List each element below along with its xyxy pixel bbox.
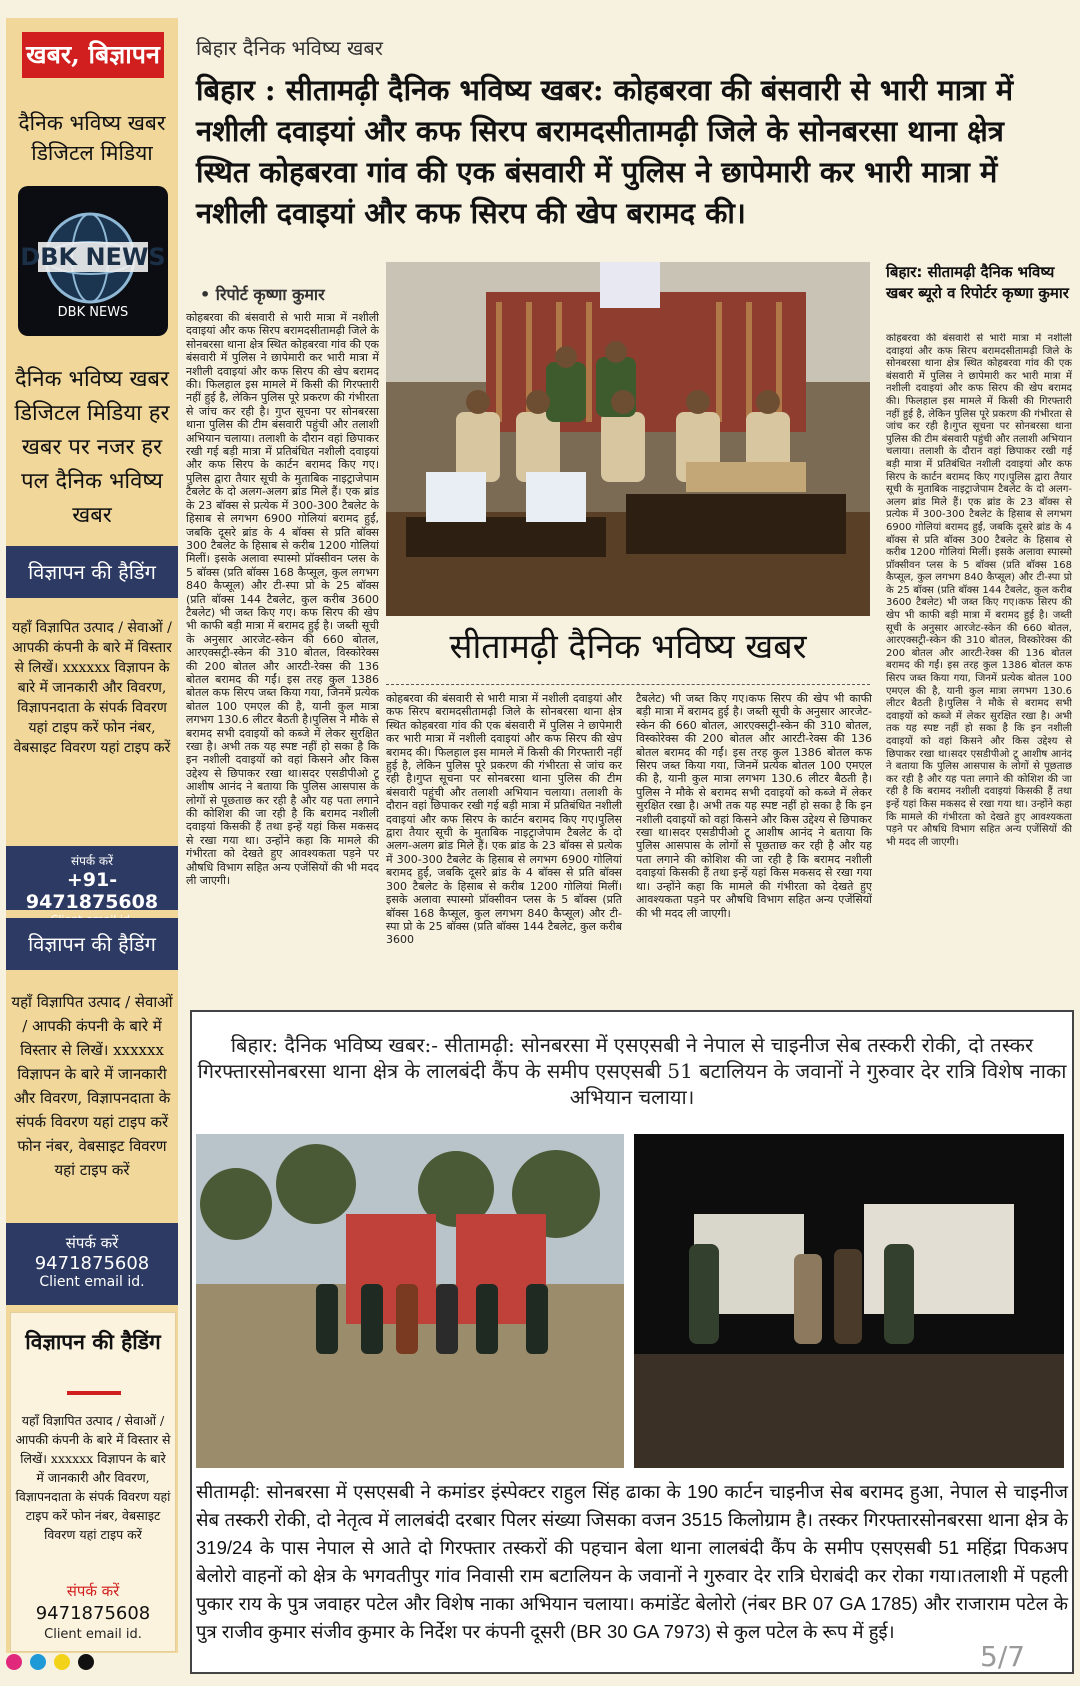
bureau-byline: बिहार: सीतामढ़ी दैनिक भविष्य खबर ब्यूरो व रिपोर्टर कृष्णा कुमार: [886, 263, 1069, 302]
ad-hoarding-heading-3: विज्ञापन की हैडिंग: [25, 1329, 161, 1354]
red-underline: [67, 1391, 121, 1395]
page-number: 5/7: [980, 1640, 1026, 1673]
contact-email: Client email id.: [44, 1627, 142, 1642]
page-headline: बिहार : सीतामढ़ी दैनिक भविष्य खबर: कोहबरवा की बंसवारी से भारी मात्रा में नशीली दवाइयां और कफ सिरप बरामदसीतामढ़ी जिले के सोनबरसा थाना क्षेत्र स्थित कोहबरवा गांव की एक बंसवारी में पुलिस ने छापेमारी कर भारी मात्रा में नशीली दवाइयां और कफ सिरप की खेप बरामद की।: [196, 73, 1014, 230]
dot-yellow: [54, 1654, 70, 1670]
ad-box-3: [10, 1312, 176, 1652]
dot-cyan: [30, 1654, 46, 1670]
contact-label: संपर्क करें: [65, 1234, 119, 1252]
contact-email: Client email id.: [39, 1274, 145, 1290]
ad-hoarding-heading-1: विज्ञापन की हैडिंग: [6, 546, 178, 598]
contact-box-2: [6, 1223, 178, 1305]
dot-black: [78, 1654, 94, 1670]
ad-text-1: यहाँ विज्ञापित उत्पाद / सेवाओं / आपकी कंपनी के बारे में विस्तार से लिखें। xxxxxx विज्ञापन के बारे में जानकारी और विवरण, विज्ञापनदाता के संपर्क विवरण यहां टाइप करें फोन नंबर, वेबसाइट विवरण यहां टाइप करें: [12, 620, 172, 756]
page-indicator-dots: [6, 1654, 97, 1672]
ssb-team-day-photo: [196, 1134, 624, 1468]
ssb-team-night-photo: [634, 1134, 1064, 1468]
story2-body: सीतामढ़ी: सोनबरसा में एसएसबी ने कमांडर इंस्पेक्टर राहुल सिंह ढाका के 190 कार्टन चाइनीज सेब बरामद हुआ, नेपाल से चाइनीज सेब तस्करी रोकी, दो नेतृत्व में लालबंदी दरबार पिलर संख्या जिसका वजन 3515 किलोग्राम है। तस्कर गिरफ्तारसोनबरसा थाना क्षेत्र के 319/24 के पास नेपाल से आते दो गिरफ्तार तस्करों की पहचान बेला थाना लालबंदी कैंप के समीप एसएसबी 51 महिंद्रा पिकअप बेलोरो वाहनों को क्षेत्र के भगवतीपुर गांव निवासी राम बटालियन के जवानों ने गुरुवार देर रात्रि घेराबंदी कर रोका गया।तलाशी में पहली पुकार राय के पुत्र जवाहर पटेल और विशेष नाका अभियान चलाया। कमांडेंट बेलोरो (नंबर BR 07 GA 1785) और राजाराम पटेल के पुत्र राजीव कुमार संजीव कुमार के निर्देश पर कंपनी दूसरी (BR 30 GA 7973) से कुल पटेल के रूप में हुई।: [196, 1481, 1068, 1642]
logo-subtext: DBK NEWS: [57, 305, 129, 320]
contact-box-1: [6, 846, 178, 913]
sidebar-heading: दैनिक भविष्य खबर डिजिटल मिडिया: [18, 111, 166, 165]
dbk-news-logo: [18, 186, 168, 336]
logo-text: DBK NEWS: [20, 243, 166, 271]
sidebar-badge: खबर, बिज्ञापन: [22, 32, 164, 78]
divider: [386, 684, 870, 685]
contact-phone: 9471875608: [34, 1253, 150, 1274]
contact-phone: +91-9471875608: [25, 869, 159, 913]
story1-column-left: कोहबरवा की बंसवारी से भारी मात्रा में नशीली दवाइयां और कफ सिरप बरामदसीतामढ़ी जिले के सोनबरसा थाना क्षेत्र स्थित कोहबरवा गांव की एक बंसवारी में पुलिस ने छापेमारी कर भारी मात्रा में नशीली दवाइयां और कफ सिरप की खेप बरामद की। फिलहाल इस मामले में किसी की गिरफ्तारी नहीं हुई है, लेकिन पुलिस पूरे प्रकरण की गंभीरता से जांच कर रही है। गुप्त सूचना पर सोनबरसा थाना पुलिस की टीम बंसवारी पहुंची और तलाशी अभियान चलाया। तलाशी के दौरान वहां छिपाकर रखी गई बड़ी मात्रा में प्रतिबंधित नशीली दवाइयां और कफ सिरप के कार्टन बरामद किए गए।पुलिस द्वारा तैयार सूची के मुताबिक नाइट्राजेपाम टैबलेट के दो अलग-अलग ब्रांड मिले हैं। एक ब्रांड के 23 बॉक्स से प्रत्येक में 300-300 टैबलेट के हिसाब से लगभग 6900 गोलियां बरामद हुईं, जबकि दूसरे ब्रांड के 4 बॉक्स से प्रति बॉक्स 300 टैबलेट के हिसाब से करीब 1200 गोलियां मिलीं। इसके अलावा स्पास्मो प्रॉक्सीवन प्लस के 5 बॉक्स (प्रति बॉक्स 168 कैप्सूल, कुल लगभग 840 कैप्सूल) और टी-स्पा प्रो के 25 बॉक्स (प्रति बॉक्स 144 टैबलेट, कुल करीब 3600 टैबलेट) भी जब्त किए गए। कफ सिरप की खेप भी काफी बड़ी मात्रा में बरामद हुई है। जब्ती सूची के अनुसार आरजेट-स्केन की 660 बोतल, आरएक्सट्री-स्केन की 310 बोतल, विस्कोरेक्स की 200 बोतल और आरटी-रेक्स की 136 बोतल बरामद की गईं। इस तरह कुल 1386 बोतल कफ सिरप जब्त किया गया, जिनमें प्रत्येक बोतल 100 एमएल की है, यानी कुल मात्रा लगभग 130.6 लीटर बैठती है।पुलिस ने मौके से बरामद सभी दवाइयों को कब्जे में लेकर सुरक्षित रखा है। अभी तक यह स्पष्ट नहीं हो सका है कि इन नशीली दवाइयों को वहां किसने और किस उद्देश्य से छिपाकर रखा था।सदर एसडीपीओ टू आशीष आनंद ने बताया कि पुलिस आसपास के लोगों से पूछताछ कर रही है और यह पता लगाने की कोशिश की जा रही है कि बरामद नशीली दवाइयां किसकी हैं तथा इन्हें यहां किस मकसद से रखा गया था। उन्होंने कहा कि मामले की गंभीरता को देखते हुए आवश्यकता पड़ने पर औषधि विभाग सहित अन्य एजेंसियों की भी मदद ली जाएगी।: [186, 311, 379, 888]
site-name: बिहार दैनिक भविष्य खबर: [196, 36, 383, 60]
story1-column-right: कोहबरवा की बंसवारी से भारी मात्रा में नशीली दवाइयां और कफ सिरप बरामदसीतामढ़ी जिले के सोनबरसा थाना क्षेत्र स्थित कोहबरवा गांव की एक बंसवारी में पुलिस ने छापेमारी कर भारी मात्रा में नशीली दवाइयां और कफ सिरप की खेप बरामद की। फिलहाल इस मामले में किसी की गिरफ्तारी नहीं हुई है, लेकिन पुलिस पूरे प्रकरण की गंभीरता से जांच कर रही है।गुप्त सूचना पर सोनबरसा थाना पुलिस की टीम बंसवारी पहुंची और तलाशी अभियान चलाया। तलाशी के दौरान वहां छिपाकर रखी गई बड़ी मात्रा में प्रतिबंधित नशीली दवाइयां और कफ सिरप के कार्टन बरामद किए गए।पुलिस द्वारा तैयार सूची के मुताबिक नाइट्राजेपाम टैबलेट के दो अलग-अलग ब्रांड मिले हैं। एक ब्रांड के 23 बॉक्स से प्रत्येक में 300-300 टैबलेट के हिसाब से लगभग 6900 गोलियां बरामद हुईं, जबकि दूसरे ब्रांड के 4 बॉक्स से प्रति बॉक्स 300 टैबलेट के हिसाब से करीब 1200 गोलियां मिलीं। इसके अलावा स्पास्मो प्रॉक्सीवन प्लस के 5 बॉक्स (प्रति बॉक्स 168 कैप्सूल, कुल लगभग 840 कैप्सूल) और टी-स्पा प्रो के 25 बॉक्स (प्रति बॉक्स 144 टैबलेट, कुल करीब 3600 टैबलेट) भी जब्त किए गए।कफ सिरप की खेप भी काफी बड़ी मात्रा में बरामद हुई है। जब्ती सूची के अनुसार आरजेट-स्केन की 660 बोतल, आरएक्सट्री-स्केन की 310 बोतल, विस्कोरेक्स की 200 बोतल और आरटी-रेक्स की 136 बोतल बरामद की गईं। इस तरह कुल 1386 बोतल कफ सिरप जब्त किया गया, जिनमें प्रत्येक बोतल 100 एमएल की है, यानी कुल मात्रा लगभग 130.6 लीटर बैठती है।पुलिस ने मौके से बरामद सभी दवाइयों को कब्जे में लेकर सुरक्षित रखा है। अभी तक यह स्पष्ट नहीं हो सका है कि इन नशीली दवाइयों को वहां किसने और किस उद्देश्य से छिपाकर रखा था।सदर एसडीपीओ टू आशीष आनंद ने बताया कि पुलिस आसपास के लोगों से पूछताछ कर रही है और यह पता लगाने की कोशिश की जा रही है कि बरामद नशीली दवाइयां किसकी हैं तथा इन्हें यहां किस मकसद से रखा गया था। उन्होंने कहा कि मामले की गंभीरता को देखते हुए आवश्यकता पड़ने पर औषधि विभाग सहित अन्य एजेंसियों की भी मदद ली जाएगी।: [886, 333, 1072, 848]
ad-text-2: यहाँ विज्ञापित उत्पाद / सेवाओं / आपकी कंपनी के बारे में विस्तार से लिखें। xxxxxx विज्ञापन के बारे में जानकारी और विवरण, विज्ञापनदाता के संपर्क विवरण यहां टाइप करें फोन नंबर, वेबसाइट विवरण यहां टाइप करें: [11, 993, 173, 1179]
reporter-credit: • रिपोर्ट कृष्णा कुमार: [200, 285, 325, 304]
ad-hoarding-heading-2: विज्ञापन की हैडिंग: [6, 918, 178, 970]
dot-magenta: [6, 1654, 22, 1670]
paper-watermark: सीतामढ़ी दैनिक भविष्य खबर: [449, 627, 807, 667]
seized-drugs-photo: [386, 262, 870, 616]
sidebar-tagline: दैनिक भविष्य खबर डिजिटल मिडिया हर खबर पर नजर हर पल दैनिक भविष्य खबर: [14, 367, 170, 528]
story1-column-mid2: टैबलेट) भी जब्त किए गए।कफ सिरप की खेप भी काफी बड़ी मात्रा में बरामद हुई है। जब्ती सूची के अनुसार आरजेट-स्केन की 660 बोतल, आरएक्सट्री-स्केन की 310 बोतल, विस्कोरेक्स की 200 बोतल और आरटी-रेक्स की 136 बोतल बरामद की गईं। इस तरह कुल 1386 बोतल कफ सिरप जब्त किया गया, जिनमें प्रत्येक बोतल 100 एमएल की है, यानी कुल मात्रा लगभग 130.6 लीटर बैठती है।पुलिस ने मौके से बरामद सभी दवाइयों को कब्जे में लेकर सुरक्षित रखा है। अभी तक यह स्पष्ट नहीं हो सका है कि इन नशीली दवाइयों को वहां किसने और किस उद्देश्य से छिपाकर रखा था।सदर एसडीपीओ टू आशीष आनंद ने बताया कि पुलिस आसपास के लोगों से पूछताछ कर रही है और यह पता लगाने की कोशिश की जा रही है कि बरामद नशीली दवाइयां किसकी हैं तथा इन्हें यहां किस मकसद से रखा गया था। उन्होंने कहा कि मामले की गंभीरता को देखते हुए आवश्यकता पड़ने पर औषधि विभाग सहित अन्य एजेंसियों की भी मदद ली जाएगी।: [636, 692, 872, 920]
sidebar: [6, 18, 178, 1653]
ad-text-3: यहाँ विज्ञापित उत्पाद / सेवाओं / आपकी कंपनी के बारे में विस्तार से लिखें। xxxxxx विज्ञापन के बारे में जानकारी और विवरण, विज्ञापनदाता के संपर्क विवरण यहां टाइप करें फोन नंबर, वेबसाइट विवरण यहां टाइप करें: [15, 1413, 171, 1542]
contact-label: संपर्क करें: [70, 854, 114, 868]
contact-label: संपर्क करें: [66, 1582, 120, 1600]
story1-column-mid: कोहबरवा की बंसवारी से भारी मात्रा में नशीली दवाइयां और कफ सिरप बरामदसीतामढ़ी जिले के सोनबरसा थाना क्षेत्र स्थित कोहबरवा गांव की एक बंसवारी में पुलिस ने छापेमारी कर भारी मात्रा में नशीली दवाइयां और कफ सिरप की खेप बरामद की। फिलहाल इस मामले में किसी की गिरफ्तारी नहीं हुई है, लेकिन पुलिस पूरे प्रकरण की गंभीरता से जांच कर रही है।गुप्त सूचना पर सोनबरसा थाना पुलिस की टीम बंसवारी पहुंची और तलाशी अभियान चलाया। तलाशी के दौरान वहां छिपाकर रखी गई बड़ी मात्रा में प्रतिबंधित नशीली दवाइयां और कफ सिरप के कार्टन बरामद किए गए।पुलिस द्वारा तैयार सूची के मुताबिक नाइट्राजेपाम टैबलेट के दो अलग-अलग ब्रांड मिले हैं। एक ब्रांड के 23 बॉक्स से प्रत्येक में 300-300 टैबलेट के हिसाब से लगभग 6900 गोलियां बरामद हुईं, जबकि दूसरे ब्रांड के 4 बॉक्स से प्रति बॉक्स 300 टैबलेट के हिसाब से करीब 1200 गोलियां मिलीं। इसके अलावा स्पास्मो प्रॉक्सीवन प्लस के 5 बॉक्स (प्रति बॉक्स 168 कैप्सूल, कुल लगभग 840 कैप्सूल) और टी-स्पा प्रो के 25 बॉक्स (प्रति बॉक्स 144 टैबलेट, कुल करीब 3600: [386, 692, 622, 947]
story2-headline: बिहार: दैनिक भविष्य खबर:- सीतामढ़ी: सोनबरसा में एसएसबी ने नेपाल से चाइनीज सेब तस्करी रोकी, दो तस्कर गिरफ्तारसोनबरसा थाना क्षेत्र के लालबंदी कैंप के समीप एसएसबी 51 बटालियन के जवानों ने गुरुवार देर रात्रि विशेष नाका अभियान चलाया।: [197, 1033, 1067, 1109]
story2-box: [190, 1010, 1074, 1674]
contact-phone: 9471875608: [35, 1603, 151, 1624]
